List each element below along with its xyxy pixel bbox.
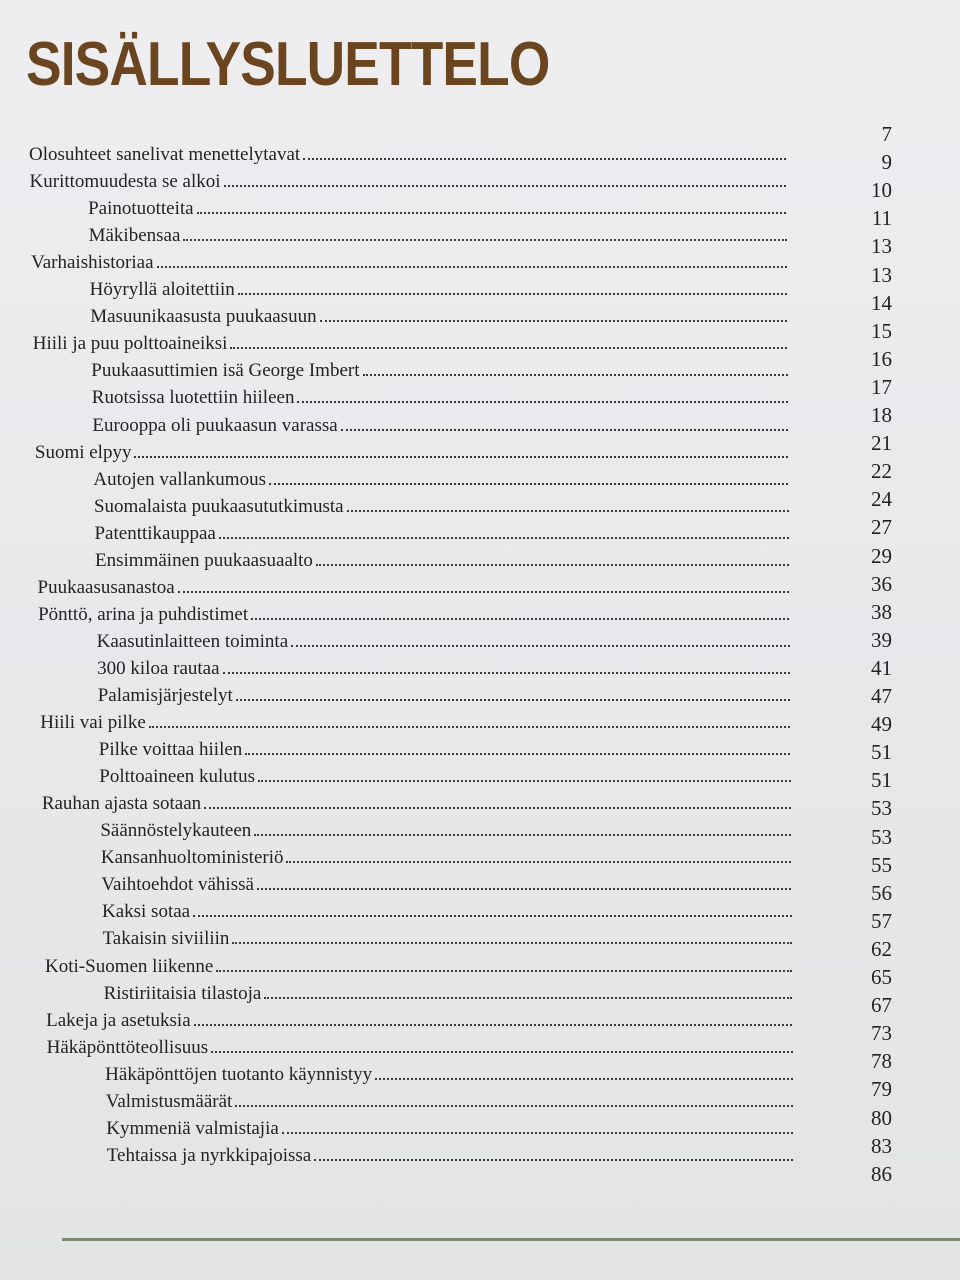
page-number: 9 — [881, 150, 892, 175]
page-number: 39 — [871, 627, 892, 652]
dot-leader — [251, 617, 789, 620]
toc-entry — [47, 1031, 793, 1057]
toc-entry — [97, 652, 790, 678]
section-title: Höyryllä aloitettiin — [89, 279, 235, 301]
page-number: 18 — [871, 403, 892, 427]
toc-entry — [88, 192, 786, 218]
page-number: 86 — [871, 1161, 892, 1186]
chapter-title: Pönttö, arina ja puhdistimet — [38, 603, 249, 625]
section-title: Säännöstelykauteen — [100, 820, 252, 842]
section-title: Puukaasuttimien isä George Imbert — [91, 360, 360, 382]
toc-entry — [101, 841, 791, 867]
dot-leader — [178, 590, 789, 593]
section-title: Mäkibensaa — [88, 225, 181, 247]
page-number: 47 — [871, 684, 892, 708]
chapter-title: Rauhan ajasta sotaan — [41, 793, 202, 815]
dot-leader — [194, 1023, 793, 1026]
bottom-rule — [62, 1238, 960, 1241]
toc-entry — [98, 679, 790, 705]
dot-leader — [211, 1050, 792, 1053]
toc-entry — [101, 868, 791, 894]
chapter-title: Kurittomuudesta se alkoi — [29, 171, 221, 193]
toc-entry — [91, 354, 787, 380]
section-title: Tehtaissa ja nyrkkipajoissa — [106, 1144, 312, 1166]
section-title: Kaksi sotaa — [101, 901, 191, 923]
dot-leader — [204, 806, 791, 809]
section-title: Autojen vallankumous — [93, 468, 266, 490]
dot-leader — [291, 644, 789, 647]
page-number: 83 — [871, 1133, 892, 1158]
dot-leader — [230, 346, 787, 349]
toc-entry — [46, 1004, 792, 1030]
dot-leader — [347, 509, 789, 512]
dot-leader — [258, 779, 791, 782]
dot-leader — [134, 455, 788, 458]
section-title: Suomalaista puukaasututkimusta — [93, 495, 344, 517]
toc-entry — [92, 381, 788, 407]
dot-leader — [269, 482, 788, 485]
toc-entry — [95, 544, 789, 570]
toc-entry — [38, 571, 790, 597]
section-title: Ensimmäinen puukaasuaalto — [95, 549, 313, 571]
chapter-title: Häkäpönttöteollisuus — [46, 1036, 209, 1058]
page-number: 51 — [871, 740, 892, 765]
dot-leader — [157, 265, 787, 268]
dot-leader — [245, 752, 790, 755]
section-title: Polttoaineen kulutus — [99, 766, 255, 788]
section-title: Kaasutinlaitteen toiminta — [96, 630, 289, 652]
section-title: Kansanhuoltoministeriö — [100, 847, 284, 869]
page-number: 79 — [871, 1077, 892, 1102]
toc-entry — [93, 463, 788, 489]
dot-leader — [316, 563, 789, 566]
toc-entry — [94, 517, 788, 543]
toc-entry — [29, 138, 786, 164]
toc-entry — [106, 1085, 793, 1111]
toc-entry — [35, 436, 788, 462]
toc-entry — [97, 625, 790, 651]
page-number: 11 — [871, 206, 892, 231]
page-number: 16 — [871, 346, 892, 371]
page-number: 67 — [871, 993, 892, 1018]
dot-leader — [224, 184, 787, 187]
page-number: 10 — [871, 178, 892, 203]
section-title: Valmistusmäärät — [105, 1090, 233, 1112]
page-number: 27 — [871, 515, 892, 540]
dot-leader — [282, 1131, 793, 1134]
toc-entry — [30, 165, 787, 191]
section-title: Eurooppa oli puukaasun varassa — [92, 414, 338, 436]
toc-entry — [38, 598, 789, 624]
dot-leader — [314, 1158, 793, 1161]
dot-leader — [235, 1104, 793, 1107]
section-title: Masuunikaasusta puukaasuun — [90, 306, 317, 328]
page-number: 17 — [871, 374, 892, 399]
toc-entry — [33, 327, 788, 353]
dot-leader — [183, 238, 786, 241]
page-number: 53 — [871, 824, 892, 849]
dot-leader — [303, 157, 786, 160]
dot-leader — [320, 319, 788, 322]
section-title: 300 kiloa rautaa — [97, 657, 220, 679]
toc-entry — [92, 409, 788, 435]
toc-entry — [89, 219, 787, 245]
dot-leader — [236, 698, 790, 701]
dot-leader — [197, 211, 787, 214]
section-title: Painotuotteita — [88, 198, 194, 220]
dot-leader — [223, 671, 790, 674]
dot-leader — [341, 428, 788, 431]
page-number: 7 — [881, 122, 892, 146]
page-number: 13 — [871, 234, 892, 259]
chapter-title: Hiili vai pilke — [40, 712, 146, 734]
toc-entry — [107, 1139, 794, 1165]
dot-leader — [363, 373, 788, 376]
dot-leader — [149, 725, 790, 728]
page-number: 62 — [871, 936, 892, 961]
toc-entry — [31, 246, 787, 272]
dot-leader — [232, 941, 791, 944]
page-number: 15 — [871, 318, 892, 343]
toc-entry — [45, 950, 792, 976]
page-number: 80 — [871, 1105, 892, 1130]
page-number: 14 — [871, 290, 892, 315]
section-title: Häkäpönttöjen tuotanto käynnistyy — [105, 1063, 373, 1085]
section-title: Ruotsissa luotettiin hiileen — [91, 387, 295, 409]
page-number: 65 — [871, 965, 892, 989]
toc-entry — [99, 733, 791, 759]
page-heading: SISÄLLYSLUETTELO — [26, 30, 550, 99]
chapter-title: Varhaishistoriaa — [31, 252, 154, 274]
section-title: Vaihtoehdot vähissä — [101, 874, 254, 896]
chapter-title: Suomi elpyy — [34, 441, 132, 463]
chapter-title: Puukaasusanastoa — [37, 576, 175, 598]
page-number: 41 — [871, 655, 892, 680]
page-number: 22 — [871, 459, 892, 484]
dot-leader — [238, 292, 787, 295]
toc-entry — [94, 490, 789, 516]
page-number: 57 — [871, 908, 892, 933]
page-number: 24 — [871, 487, 892, 512]
dot-leader — [286, 860, 791, 863]
toc-entry — [100, 814, 791, 840]
dot-leader — [375, 1077, 793, 1080]
toc-entry — [104, 977, 793, 1003]
dot-leader — [193, 914, 792, 917]
dot-leader — [264, 996, 792, 999]
section-title: Patenttikauppaa — [94, 522, 216, 544]
section-title: Takaisin siviiliin — [102, 928, 230, 950]
toc-entry — [103, 922, 792, 948]
page-number: 55 — [871, 852, 892, 877]
chapter-title: Koti-Suomen liikenne — [45, 955, 214, 977]
dot-leader — [297, 400, 787, 403]
page-number: 53 — [871, 796, 892, 821]
page-number: 13 — [871, 262, 892, 287]
page-number: 49 — [871, 712, 892, 737]
toc-entry — [90, 300, 787, 326]
dot-leader — [216, 969, 792, 972]
section-title: Pilke voittaa hiilen — [98, 739, 243, 761]
chapter-title: Olosuhteet sanelivat menettelytavat — [29, 144, 301, 165]
dot-leader — [254, 833, 791, 836]
page-number: 29 — [871, 543, 892, 568]
section-title: Kymmeniä valmistajia — [106, 1117, 279, 1139]
toc-entry — [42, 787, 791, 813]
page-number: 56 — [871, 880, 892, 905]
chapter-title: Hiili ja puu polttoaineiksi — [32, 333, 228, 355]
toc-entry — [40, 706, 790, 732]
chapter-title: Lakeja ja asetuksia — [46, 1009, 191, 1031]
page-number: 38 — [871, 599, 892, 624]
page-number: 51 — [871, 768, 892, 793]
section-title: Palamisjärjestelyt — [97, 685, 233, 706]
toc-entry — [105, 1058, 793, 1084]
page-number: 36 — [871, 571, 892, 596]
toc-entry — [102, 895, 792, 921]
dot-leader — [257, 887, 791, 890]
page-number: 21 — [871, 431, 892, 456]
toc-entry — [99, 760, 790, 786]
page-number: 73 — [871, 1021, 892, 1046]
toc-entry — [106, 1112, 793, 1138]
page-number: 78 — [871, 1049, 892, 1074]
dot-leader — [219, 536, 789, 539]
toc-entry — [90, 273, 787, 299]
section-title: Ristiriitaisia tilastoja — [103, 982, 262, 1004]
